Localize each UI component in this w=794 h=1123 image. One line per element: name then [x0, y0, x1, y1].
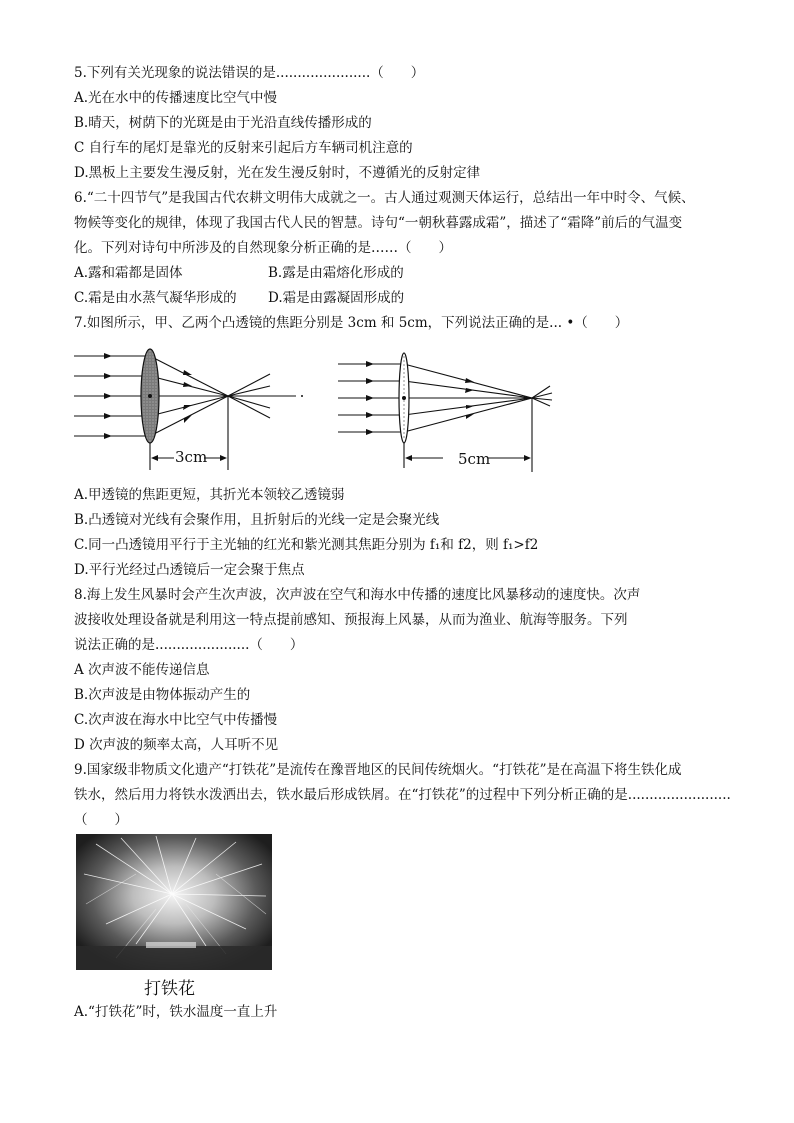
q6-option-c: C.霜是由水蒸气凝华形成的 — [74, 290, 237, 306]
q8-option-d: D 次声波的频率太高，人耳听不见 — [74, 737, 279, 753]
q8-option-b: B.次声波是由物体振动产生的 — [74, 687, 251, 703]
q7-option-b: B.凸透镜对光线有会聚作用，且折射后的光线一定是会聚光线 — [74, 512, 440, 528]
q5-option-b: B.晴天，树荫下的光斑是由于光沿直线传播形成的 — [74, 115, 372, 131]
q6-stem-line-3: 化。下列对诗句中所涉及的自然现象分析正确的是……（ ） — [74, 240, 452, 256]
q9-stem-line-3: （ ） — [74, 812, 128, 828]
q8-option-c: C.次声波在海水中比空气中传播慢 — [74, 712, 278, 728]
q9-option-a: A.“打铁花”时，铁水温度一直上升 — [74, 1004, 278, 1020]
q8-stem-line-1: 8.海上发生风暴时会产生次声波，次声波在空气和海水中传播的速度比风暴移动的速度快。次声 — [74, 587, 641, 603]
focal-length-label-5cm: 5cm — [458, 450, 491, 468]
q5-stem: 5.下列有关光现象的说法错误的是......................（ ） — [74, 65, 425, 81]
iron-flower-photo — [76, 834, 272, 970]
q8-stem-line-3: 说法正确的是......................（ ） — [74, 637, 304, 653]
q6-stem-line-1: 6.“二十四节气”是我国古代农耕文明伟大成就之一。古人通过观测天体运行，总结出一年中时令、气候、 — [74, 190, 695, 206]
q8-option-a: A 次声波不能传递信息 — [74, 662, 210, 678]
photo-caption: 打铁花 — [144, 979, 195, 999]
q9-stem-line-2: 铁水，然后用力将铁水泼洒出去，铁水最后形成铁屑。在“打铁花”的过程中下列分析正确的是........................ — [74, 787, 731, 803]
q7-option-a: A.甲透镜的焦距更短，其折光本领较乙透镜弱 — [74, 487, 345, 503]
q6-stem-line-2: 物候等变化的规律，体现了我国古代人民的智慧。诗句“一朝秋暮露成霜”，描述了“霜降”前后的气温变 — [74, 215, 683, 231]
focal-length-label-3cm: 3cm — [175, 448, 208, 466]
q8-stem-line-2: 波接收处理设备就是利用这一特点提前感知、预报海上风暴，从而为渔业、航海等服务。下列 — [74, 612, 628, 628]
q9-stem-line-1: 9.国家级非物质文化遗产“打铁花”是流传在豫晋地区的民间传统烟火。“打铁花”是在高温下将生铁化成 — [74, 762, 682, 778]
q7-option-c: C.同一凸透镜用平行于主光轴的红光和紫光测其焦距分别为 f₁和 f2，则 f₁>f2 — [74, 537, 539, 553]
q5-option-a: A.光在水中的传播速度比空气中慢 — [74, 90, 278, 106]
q7-stem: 7.如图所示，甲、乙两个凸透镜的焦距分别是 3cm 和 5cm，下列说法正确的是... •（ ） — [74, 315, 629, 331]
q5-option-d: D.黑板上主要发生漫反射，光在发生漫反射时，不遵循光的反射定律 — [74, 165, 481, 181]
q6-option-b: B.露是由霜熔化形成的 — [268, 265, 404, 281]
q6-option-a: A.露和霜都是固体 — [74, 265, 183, 281]
q6-option-d: D.霜是由露凝固形成的 — [268, 290, 405, 306]
q7-option-d: D.平行光经过凸透镜后一定会聚于焦点 — [74, 562, 305, 578]
q5-option-c: C 自行车的尾灯是靠光的反射来引起后方车辆司机注意的 — [74, 140, 413, 156]
lens-yi-diagram — [338, 344, 556, 474]
